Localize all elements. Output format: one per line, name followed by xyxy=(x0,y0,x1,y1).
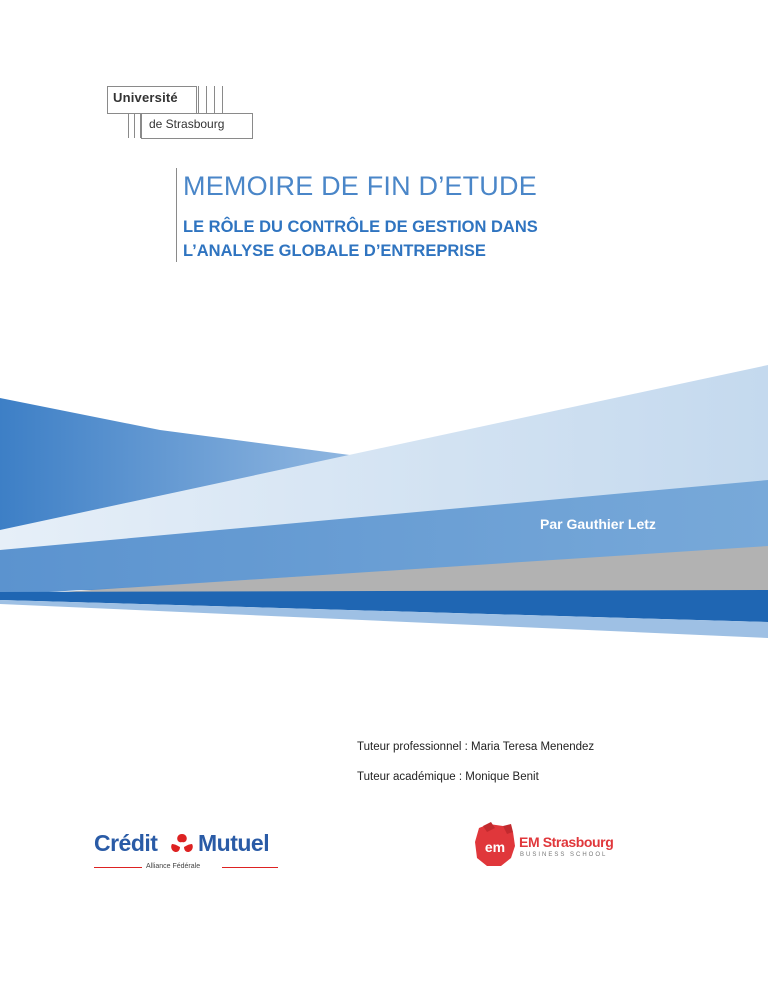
university-name-line1: Université xyxy=(113,90,178,105)
decorative-band xyxy=(0,360,768,650)
em-strasbourg-tagline: BUSINESS SCHOOL xyxy=(520,852,608,858)
title-vertical-rule xyxy=(176,168,177,262)
document-subtitle-line1: LE RÔLE DU CONTRÔLE DE GESTION DANS xyxy=(183,218,538,236)
logo-columns-bottom xyxy=(127,113,141,138)
credit-mutuel-word1: Crédit xyxy=(94,830,158,856)
credit-mutuel-line-right xyxy=(222,867,278,868)
logo-columns-top xyxy=(197,86,229,113)
credit-mutuel-emblem-icon xyxy=(168,832,196,856)
universite-strasbourg-logo xyxy=(107,86,252,138)
em-strasbourg-logo xyxy=(473,822,633,870)
author-name: Par Gauthier Letz xyxy=(540,516,656,532)
credit-mutuel-line-left xyxy=(94,867,142,868)
credit-mutuel-word2: Mutuel xyxy=(198,830,270,856)
em-strasbourg-name: EM Strasbourg xyxy=(519,834,614,850)
em-strasbourg-emblem-icon xyxy=(473,822,517,868)
academic-tutor: Tuteur académique : Monique Benit xyxy=(357,771,539,783)
document-title: MEMOIRE DE FIN D’ETUDE xyxy=(183,171,537,201)
credit-mutuel-logo xyxy=(94,830,284,876)
professional-tutor: Tuteur professionnel : Maria Teresa Menendez xyxy=(357,741,595,753)
document-subtitle-line2: L’ANALYSE GLOBALE D’ENTREPRISE xyxy=(183,242,486,260)
credit-mutuel-subtitle: Alliance Fédérale xyxy=(146,863,201,870)
university-name-line2: de Strasbourg xyxy=(149,117,225,131)
em-mark-text: em xyxy=(484,839,506,855)
